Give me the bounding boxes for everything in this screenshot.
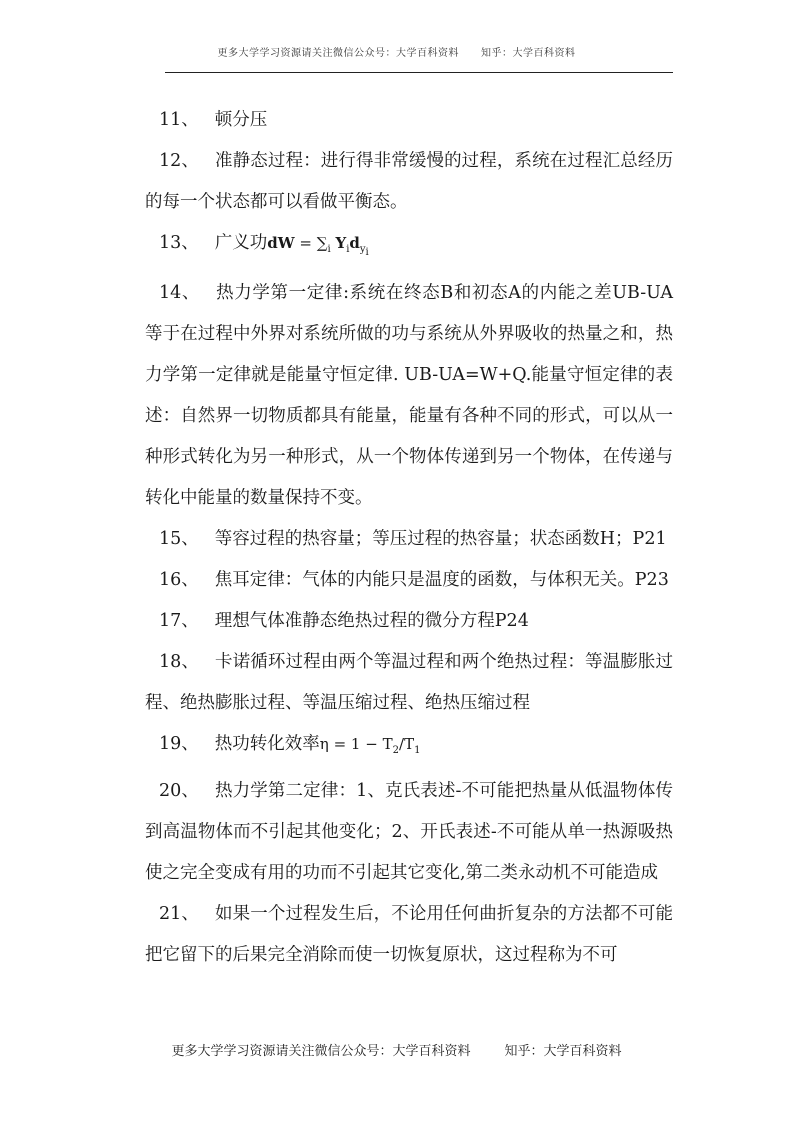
generalized-work-formula: dW = $\sum_i$ $Y_id_{y_i}$	[267, 234, 369, 258]
paragraph-17: 17、 理想气体准静态绝热过程的微分方程P24	[159, 611, 529, 631]
footer-wechat-note: 更多大学学习资源请关注微信公众号：大学百科资料	[171, 1044, 471, 1059]
paragraph-18: 18、 卡诺循环过程由两个等温过程和两个绝热过程：等温膨胀过程、绝热膨胀过程、等温压缩过程、绝热压缩过程	[145, 652, 673, 713]
page-header	[0, 44, 793, 59]
footer-zhihu-note: 知乎：大学百科资料	[504, 1044, 622, 1059]
paragraph-15: 15、 等容过程的热容量；等压过程的热容量；状态函数H；P21	[159, 529, 667, 549]
paragraph-16: 16、 焦耳定律：气体的内能只是温度的函数，与体积无关。P23	[159, 570, 669, 590]
efficiency-formula: $\eta = 1 - T_2/T_1$	[319, 735, 421, 756]
paragraph-14: 14、 热力学第一定律:系统在终态B和初态A的内能之差UB-UA等于在过程中外界对系统所做的功与系统从外界吸收的热量之和，热力学第一定律就是能量守恒定律. UB-UA=W+Q.能量守恒定律的表述：自然界一切物质都具有能量，能量有各种不同的形式，可以从一种形式转化为另一种形式，从一个物体传递到另一个物体，在传递与转化中能量的数量保持不变。	[145, 283, 673, 508]
paragraph-13: 13、 广义功dW = $\sum_i$ $Y_id_{y_i}$	[159, 233, 369, 258]
paragraph-21: 21、 如果一个过程发生后，不论用任何曲折复杂的方法都不可能把它留下的后果完全消除而使一切恢复原状，这过程称为不可	[145, 904, 673, 965]
paragraph-11: 11、 顿分压	[159, 110, 268, 130]
header-zhihu-note: 知乎：大学百科资料	[481, 48, 576, 59]
paragraph-19: 19、 热功转化效率$\eta = 1 - T_2/T_1$	[159, 734, 421, 756]
paragraph-12: 12、 准静态过程：进行得非常缓慢的过程，系统在过程汇总经历的每一个状态都可以看做平衡态。	[145, 151, 673, 212]
header-divider	[165, 72, 673, 73]
paragraph-20: 20、 热力学第二定律：1、克氏表述-不可能把热量从低温物体传到高温物体而不引起其他变化；2、开氏表述-不可能从单一热源吸热使之完全变成有用的功而不引起其它变化,第二类永动机不可能造成	[145, 781, 673, 883]
page-footer	[0, 1040, 793, 1059]
header-wechat-note: 更多大学学习资源请关注微信公众号：大学百科资料	[217, 48, 459, 59]
document-body	[145, 100, 673, 976]
